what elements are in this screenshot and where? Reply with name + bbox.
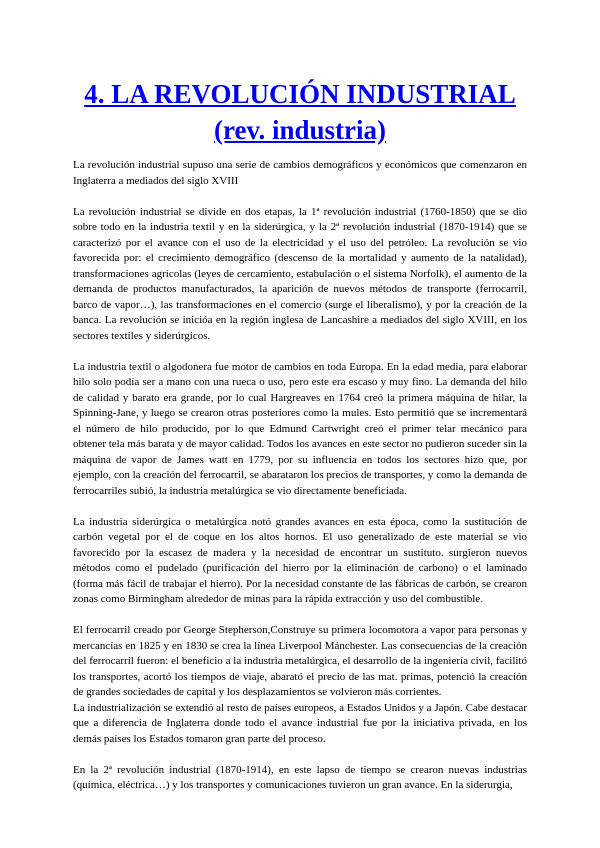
paragraph-expansion: La industrialización se extendió al resto de países europeos, a Estados Unidos y a Japón. Cabe destacar que a diferencia de Inglaterra donde todo el avance industrial fue por la iniciativa privada, en los demás países los Estados tomaron gran parte del proceso. [73,701,527,745]
paragraph-segunda-revolucion: En la 2ª revolución industrial (1870-1914), en este lapso de tiempo se crearon nuevas industrias (química, eléctrica…) y los transportes y comunicaciones tuvieron un gran avance. En la siderurgia, [73,763,527,791]
paragraph-intro: La revolución industrial supuso una serie de cambios demográficos y económicos que comenzaron en Inglaterra a mediados del siglo XVIII [73,159,527,187]
title-line-1[interactable]: 4. LA REVOLUCIÓN INDUSTRIAL [84,79,516,109]
document-body [73,158,527,809]
paragraph-textil: La industria textil o algodonera fue motor de cambios en toda Europa. En la edad media, para elaborar hilo solo podía ser a mano con una rueca o uso, pero este era escaso y muy fino. La demanda del hilo de calidad y barato era grande, por lo cual Hargreaves en 1764 creó la primera máquina de hilar, la Spinning-Jane, y luego se crearon otras posteriores como la mules. Esto permitió que se incrementará el número de hilo producido, por lo que Edmund Cartwright creó el primer telar mecánico para obtener tela más barata y de mayor calidad. Todos los avances en este sector no pudieron suceder sin la máquina de vapor de James watt en 1779, por su influencia en todos los sectores hizo que, por ejemplo, con la creación del ferrocarril, se abarataron los precios de transportes, y como la demanda de ferrocarriles subió, la industria metalúrgica se vio directamente beneficiada. [73,360,527,497]
title-line-2[interactable]: (rev. industria) [213,115,386,145]
paragraph-siderurgica: La industria siderúrgica o metalúrgica notó grandes avances en esta época, como la sustitución de carbón vegetal por el de coque en los altos hornos. El uso generalizado de este material se vio favorecido por la escasez de madera y la necesidad de encontrar un sustituto. surgieron nuevos métodos como el pudelado (purificación del hierro por la eliminación de carbono) o el laminado (forma más fácil de trabajar el hierro). Por la necesidad constante de las fábricas de carbón, se crearon zonas como Birmingham alrededor de minas para la rápida extracción y uso del combustible. [73,515,527,605]
paragraph-etapas: La revolución industrial se divide en dos etapas, la 1ª revolución industrial (1760-1850) que se dio sobre todo en la industria textil y en la siderúrgica, y la 2ª revolución industrial (1870-1914) que se caracterizó por el avance con el uso de la electricidad y el uso del petróleo. La revolución se vio favorecida por: el crecimiento demográfico (descenso de la mortalidad y aumento de la natalidad), transformaciones agrícolas (leyes de cercamiento, estabulación o el sistema Norfolk), el aumento de la demanda de productos manufacturados, la aparición de nuevos métodos de transporte (ferrocarril, barco de vapor…), las transformaciones en el comercio (surge el liberalismo), y por la creación de la banca. La revolución se inicióa en la región inglesa de Lancashire a mediados del siglo XVIII, en los sectores textiles y siderúrgicos. [73,205,527,342]
document-title [0,76,600,148]
paragraph-ferrocarril: El ferrocarril creado por George Stepherson,Construye su primera locomotora a vapor para personas y mercancías en 1825 y en 1830 se crea la línea Liverpool Mánchester. Las consecuencias de la creación del ferrocarril fueron: el beneficio a la industria metalúrgica, el desarrollo de la ingeniería civil, facilitó los transportes, acortó los tiempos de viaje, abarató el precio de las mat. primas, potenció la creación de grandes sociedades de capital y los desplazamientos se volvieron más corrientes. [73,624,527,698]
